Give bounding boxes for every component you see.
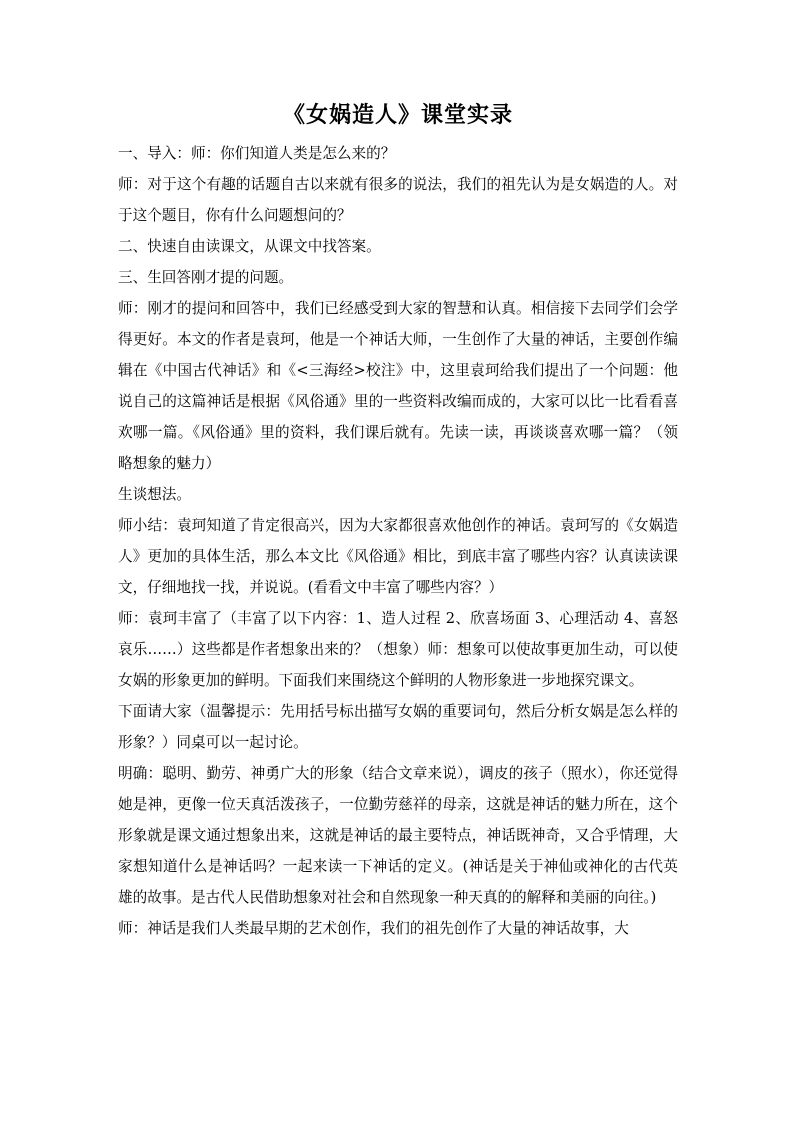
paragraph-teacher-opening: 师：对于这个有趣的话题自古以来就有很多的说法，我们的祖先认为是女娲造的人。对于这个题目，你有什么问题想问的？ xyxy=(118,176,678,224)
paragraph-clarification: 明确：聪明、勤劳、神勇广大的形象（结合文章来说），调皮的孩子（照水），你还觉得她是神，更像一位天真活泼孩子，一位勤劳慈祥的母亲，这就是神话的魅力所在，这个形象就是课文通过想象出来，这就是神话的最主要特点，神话既神奇，又合乎情理，大家想知道什么是神话吗？一起来读一下神话的定义。(神话是关于神仙或神化的古代英雄的故事。是古代人民借助想象对社会和自然现象一种天真的的解释和美丽的向往。) xyxy=(118,765,678,906)
document-page xyxy=(118,100,678,944)
paragraph-step-three: 三、生回答刚才提的问题。 xyxy=(118,269,294,286)
paragraph-discussion-task: 下面请大家（温馨提示：先用括号标出描写女娲的重要词句，然后分析女娲是怎么样的形象？）同桌可以一起讨论。 xyxy=(118,703,678,751)
paragraph-step-two: 二、快速自由读课文，从课文中找答案。 xyxy=(118,238,381,255)
paragraph-closing: 师：神话是我们人类最早期的艺术创作，我们的祖先创作了大量的神话故事，大 xyxy=(118,920,629,937)
paragraph-author-intro: 师：刚才的提问和回答中，我们已经感受到大家的智慧和认真。相信接下去同学们会学得更好。本文的作者是袁珂，他是一个神话大师，一生创作了大量的神话，主要创作编辑在《中国古代神话》和《<三海经>校注》中，这里袁珂给我们提出了一个问题：他说自己的这篇神话是根据《风俗通》里的一些资料改编而成的，大家可以比一比看看喜欢哪一篇。《风俗通》里的资料，我们课后就有。先读一读，再谈谈喜欢哪一篇？（领略想象的魅力） xyxy=(118,300,678,472)
document-title: 《女娲造人》课堂实录 xyxy=(282,103,513,128)
paragraph-teacher-summary: 师小结：袁珂知道了肯定很高兴，因为大家都很喜欢他创作的神话。袁珂写的《女娲造人》更加的具体生活，那么本文比《风俗通》相比，到底丰富了哪些内容？认真读读课文，仔细地找一找，并说说。(看看文中丰富了哪些内容？） xyxy=(118,517,678,596)
paragraph-enriched-content: 师：袁珂丰富了（丰富了以下内容：1、造人过程 2、欣喜场面 3、心理活动 4、喜怒哀乐……）这些都是作者想象出来的？（想象）师：想象可以使故事更加生动，可以使女娲的形象更加的鲜明。下面我们来围绕这个鲜明的人物形象进一步地探究课文。 xyxy=(118,610,678,689)
paragraph-student-views: 生谈想法。 xyxy=(118,486,191,503)
paragraph-intro: 一、导入：师：你们知道人类是怎么来的？ xyxy=(118,145,396,162)
